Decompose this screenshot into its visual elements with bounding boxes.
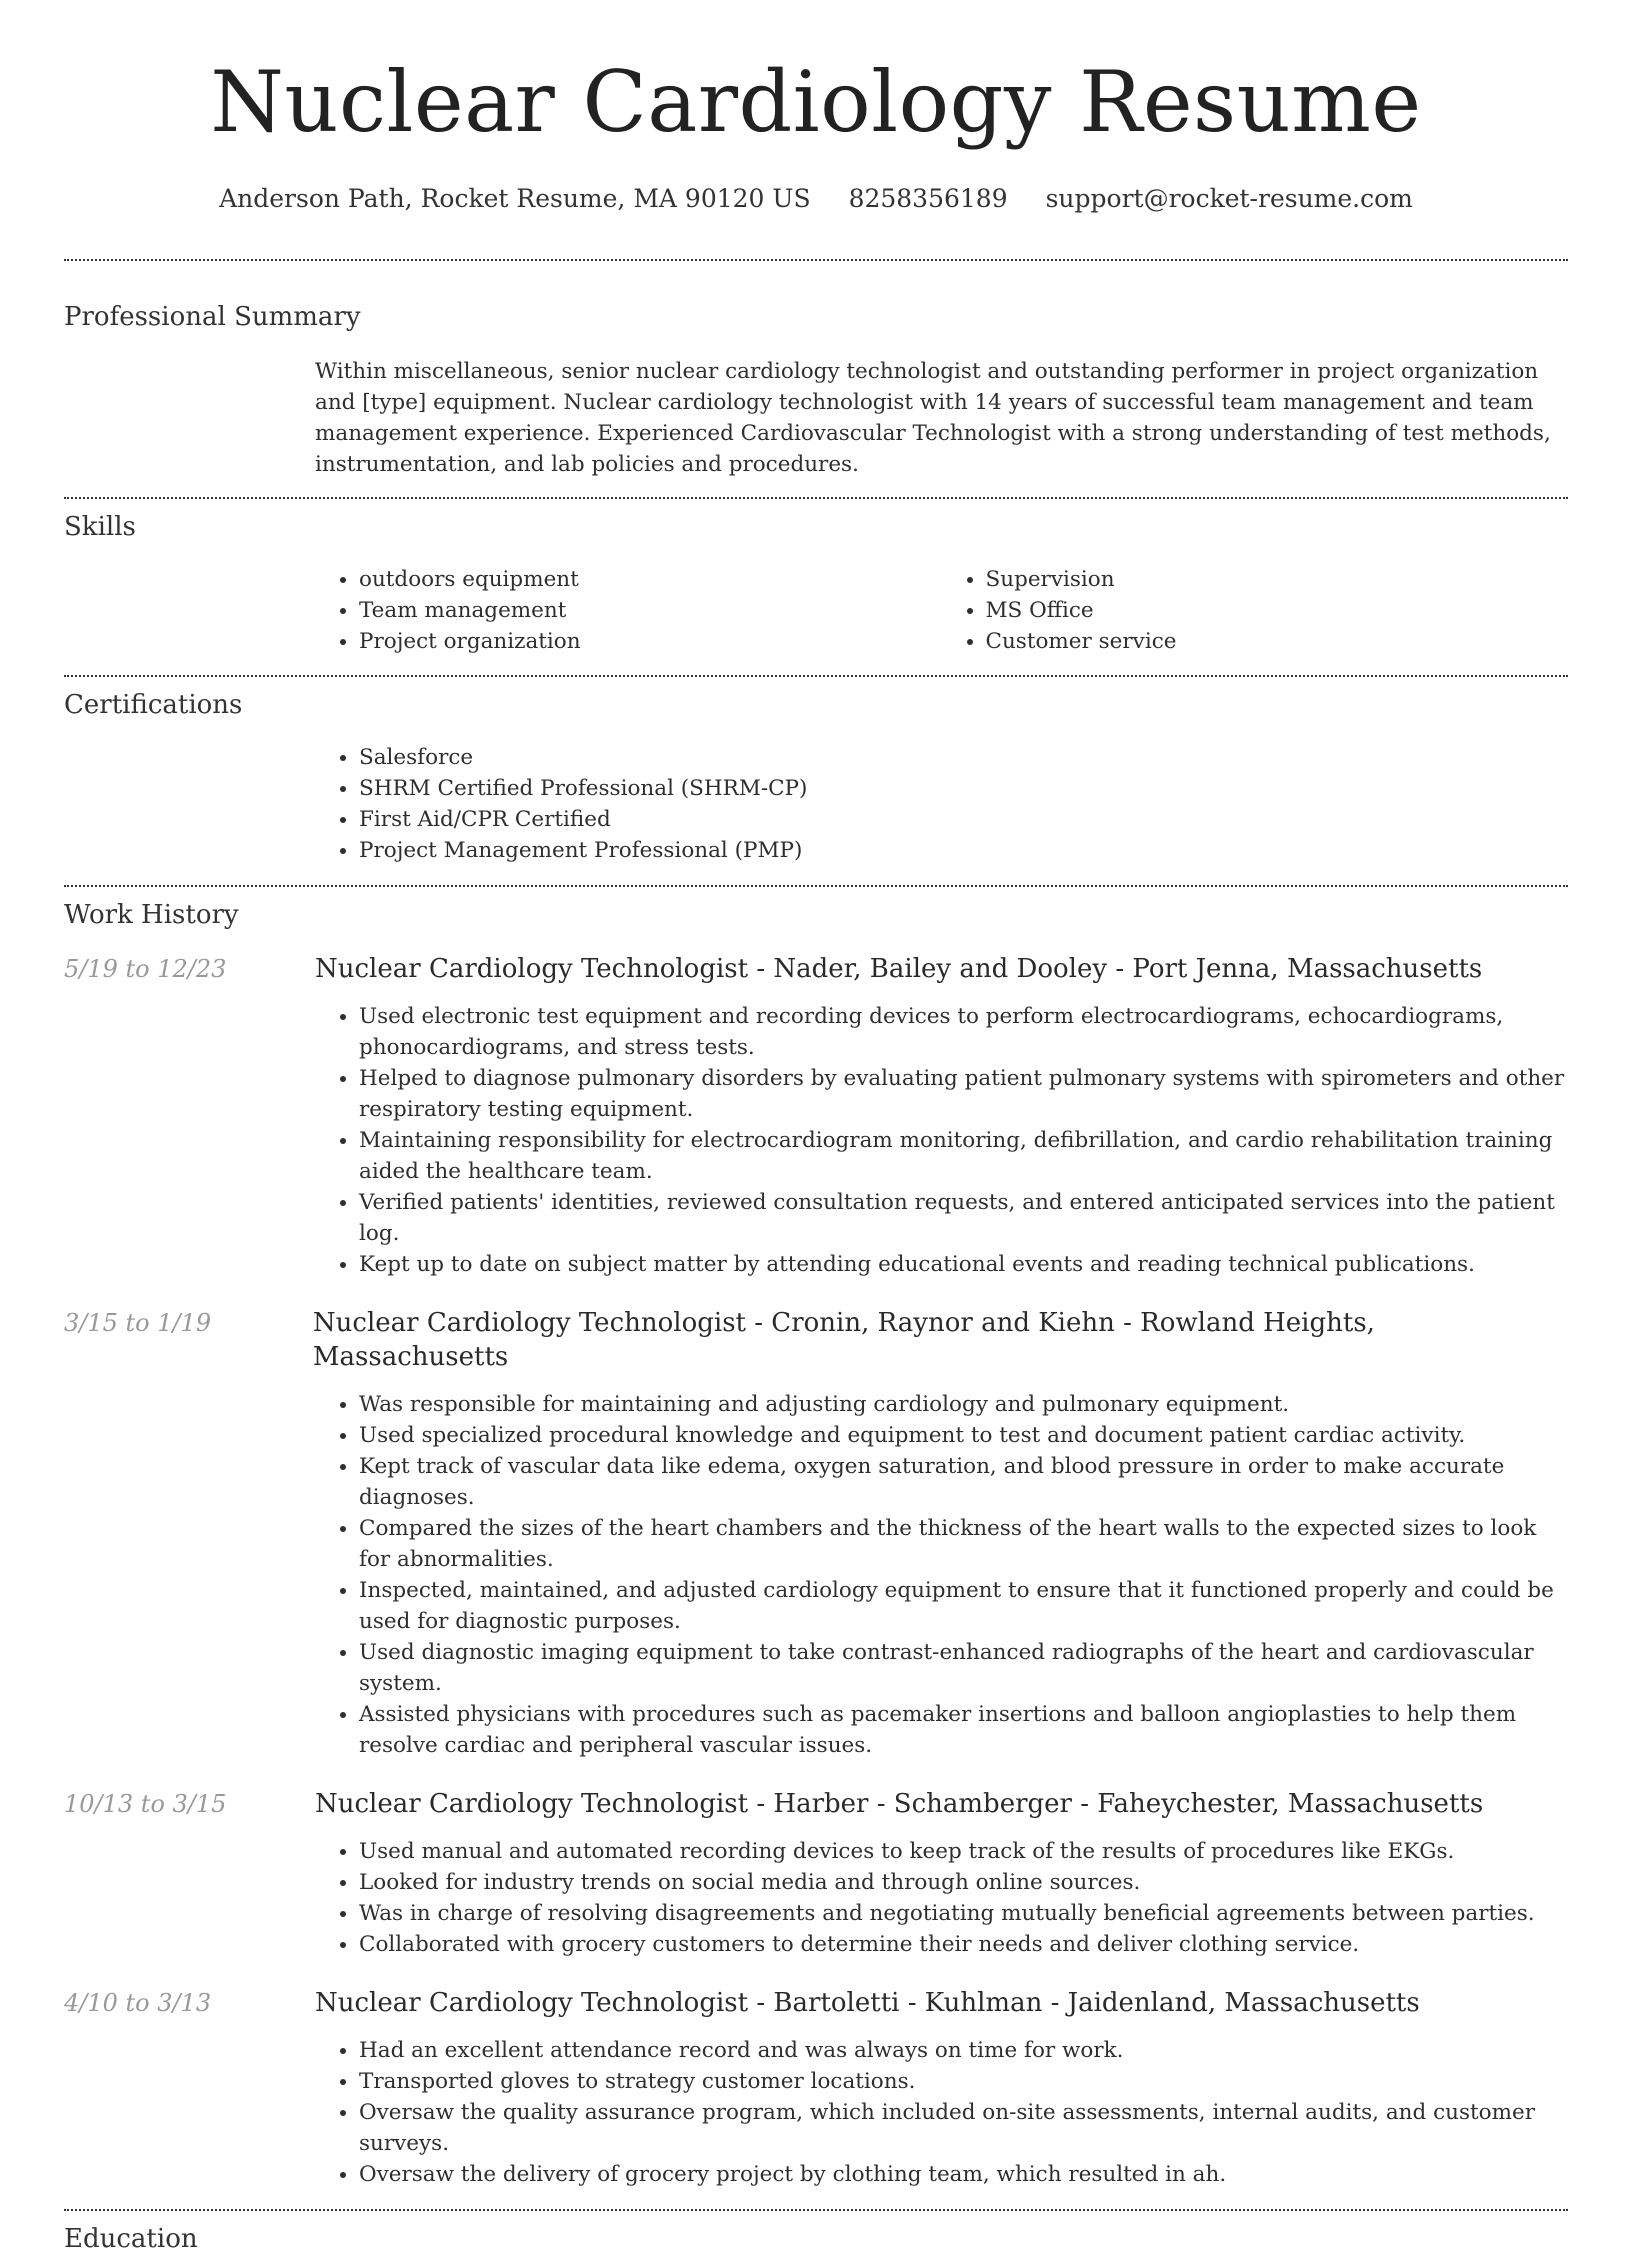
work-history-section <box>64 898 1568 2190</box>
summary-section <box>64 300 1568 480</box>
duty-item: • Compared the sizes of the heart chambers and the thickness of the heart walls to the expected sizes to look for abnormalities. <box>359 1513 1568 1575</box>
certifications-list <box>315 742 1568 866</box>
certifications-body <box>315 742 1568 866</box>
certifications-section <box>64 688 1568 866</box>
job-dates: 10/13 to 3/15 <box>64 1790 227 1818</box>
resume-header <box>0 0 1632 216</box>
job-duties <box>315 2035 1568 2190</box>
section-divider <box>64 885 1568 887</box>
duty-item: • Verified patients' identities, reviewed consultation requests, and entered anticipated services into the patient log. <box>359 1187 1568 1249</box>
job-duties <box>315 1389 1568 1761</box>
job-entry <box>64 1986 1568 2190</box>
job-entry <box>64 1787 1568 1960</box>
skills-heading: Skills <box>64 512 136 542</box>
duty-item: • Inspected, maintained, and adjusted cardiology equipment to ensure that it functioned properly and could be used for diagnostic purposes. <box>359 1575 1568 1637</box>
job-title: Nuclear Cardiology Technologist - Harber - Schamberger - Faheychester, Massachusetts <box>315 1789 1484 1819</box>
job-duties-list <box>315 1001 1568 1280</box>
job-duties-list <box>315 1836 1568 1960</box>
skill-item: • Project organization <box>359 626 942 657</box>
education-section <box>64 2222 1568 2256</box>
certification-item: • Project Management Professional (PMP) <box>359 835 1568 866</box>
job-title: Nuclear Cardiology Technologist - Cronin, Raynor and Kiehn - Rowland Heights, Massachusetts <box>312 1308 1375 1372</box>
duty-item: • Used electronic test equipment and recording devices to perform electrocardiograms, echocardiograms, phonocardiograms, and stress tests. <box>359 1001 1568 1063</box>
education-heading: Education <box>64 2224 198 2254</box>
job-duties-list <box>315 2035 1568 2190</box>
duty-item: • Kept up to date on subject matter by attending educational events and reading technical publications. <box>359 1249 1568 1280</box>
job-title: Nuclear Cardiology Technologist - Nader, Bailey and Dooley - Port Jenna, Massachusetts <box>315 954 1483 984</box>
duty-item: • Looked for industry trends on social media and through online sources. <box>359 1867 1568 1898</box>
contact-address: Anderson Path, Rocket Resume, MA 90120 US <box>219 184 811 213</box>
summary-text: Within miscellaneous, senior nuclear cardiology technologist and outstanding performer in project organization and [type] equipment. Nuclear cardiology technologist with 14 years of successful team management and team management experience. Experienced Cardiovascular Technologist with a strong understanding of test methods, instrumentation, and lab policies and procedures. <box>315 359 1551 477</box>
contact-phone: 8258356189 <box>848 184 1008 213</box>
contact-email: support@rocket-resume.com <box>1045 184 1413 213</box>
duty-item: • Used specialized procedural knowledge and equipment to test and document patient cardiac activity. <box>359 1420 1568 1451</box>
duty-item: • Collaborated with grocery customers to determine their needs and deliver clothing service. <box>359 1929 1568 1960</box>
duty-item: • Used manual and automated recording devices to keep track of the results of procedures like EKGs. <box>359 1836 1568 1867</box>
job-dates: 3/15 to 1/19 <box>64 1309 212 1337</box>
skill-item: • outdoors equipment <box>359 564 942 595</box>
skills-list-left <box>315 564 942 657</box>
duty-item: • Maintaining responsibility for electrocardiogram monitoring, defibrillation, and cardio rehabilitation training aided the healthcare team. <box>359 1125 1568 1187</box>
job-header <box>64 1306 1568 1374</box>
certification-item: • Salesforce <box>359 742 1568 773</box>
certification-item: • SHRM Certified Professional (SHRM-CP) <box>359 773 1568 804</box>
skills-list-right <box>942 564 1569 657</box>
skills-section <box>64 510 1568 657</box>
certification-item: • First Aid/CPR Certified <box>359 804 1568 835</box>
summary-body <box>315 356 1568 480</box>
job-entry <box>64 1306 1568 1761</box>
skill-item: • Supervision <box>986 564 1569 595</box>
work-history-heading: Work History <box>64 900 239 930</box>
certifications-heading: Certifications <box>64 690 243 720</box>
job-header <box>64 1986 1568 2020</box>
skill-item: • MS Office <box>986 595 1569 626</box>
section-divider <box>64 675 1568 677</box>
duty-item: • Used diagnostic imaging equipment to take contrast-enhanced radiographs of the heart and cardiovascular system. <box>359 1637 1568 1699</box>
job-duties <box>315 1001 1568 1280</box>
section-divider <box>64 2209 1568 2211</box>
job-header <box>64 952 1568 986</box>
duty-item: • Was responsible for maintaining and adjusting cardiology and pulmonary equipment. <box>359 1389 1568 1420</box>
job-dates: 5/19 to 12/23 <box>64 955 227 983</box>
summary-heading: Professional Summary <box>64 302 361 332</box>
skill-item: • Team management <box>359 595 942 626</box>
job-header <box>64 1787 1568 1821</box>
duty-item: • Oversaw the delivery of grocery project by clothing team, which resulted in ah. <box>359 2159 1568 2190</box>
contact-line <box>0 182 1632 216</box>
resume-title: Nuclear Cardiology Resume <box>210 53 1422 151</box>
duty-item: • Kept track of vascular data like edema, oxygen saturation, and blood pressure in order to make accurate diagnoses. <box>359 1451 1568 1513</box>
duty-item: • Was in charge of resolving disagreements and negotiating mutually beneficial agreements between parties. <box>359 1898 1568 1929</box>
duty-item: • Had an excellent attendance record and was always on time for work. <box>359 2035 1568 2066</box>
job-duties-list <box>315 1389 1568 1761</box>
duty-item: • Assisted physicians with procedures such as pacemaker insertions and balloon angioplasties to help them resolve cardiac and peripheral vascular issues. <box>359 1699 1568 1761</box>
skill-item: • Customer service <box>986 626 1569 657</box>
section-divider <box>64 259 1568 261</box>
duty-item: • Oversaw the quality assurance program, which included on-site assessments, internal audits, and customer surveys. <box>359 2097 1568 2159</box>
job-entry <box>64 952 1568 1280</box>
duty-item: • Transported gloves to strategy customer locations. <box>359 2066 1568 2097</box>
section-divider <box>64 497 1568 499</box>
skills-columns <box>315 564 1568 657</box>
job-title: Nuclear Cardiology Technologist - Bartoletti - Kuhlman - Jaidenland, Massachusetts <box>315 1988 1420 2018</box>
job-dates: 4/10 to 3/13 <box>64 1989 212 2017</box>
job-duties <box>315 1836 1568 1960</box>
duty-item: • Helped to diagnose pulmonary disorders by evaluating patient pulmonary systems with spirometers and other respiratory testing equipment. <box>359 1063 1568 1125</box>
